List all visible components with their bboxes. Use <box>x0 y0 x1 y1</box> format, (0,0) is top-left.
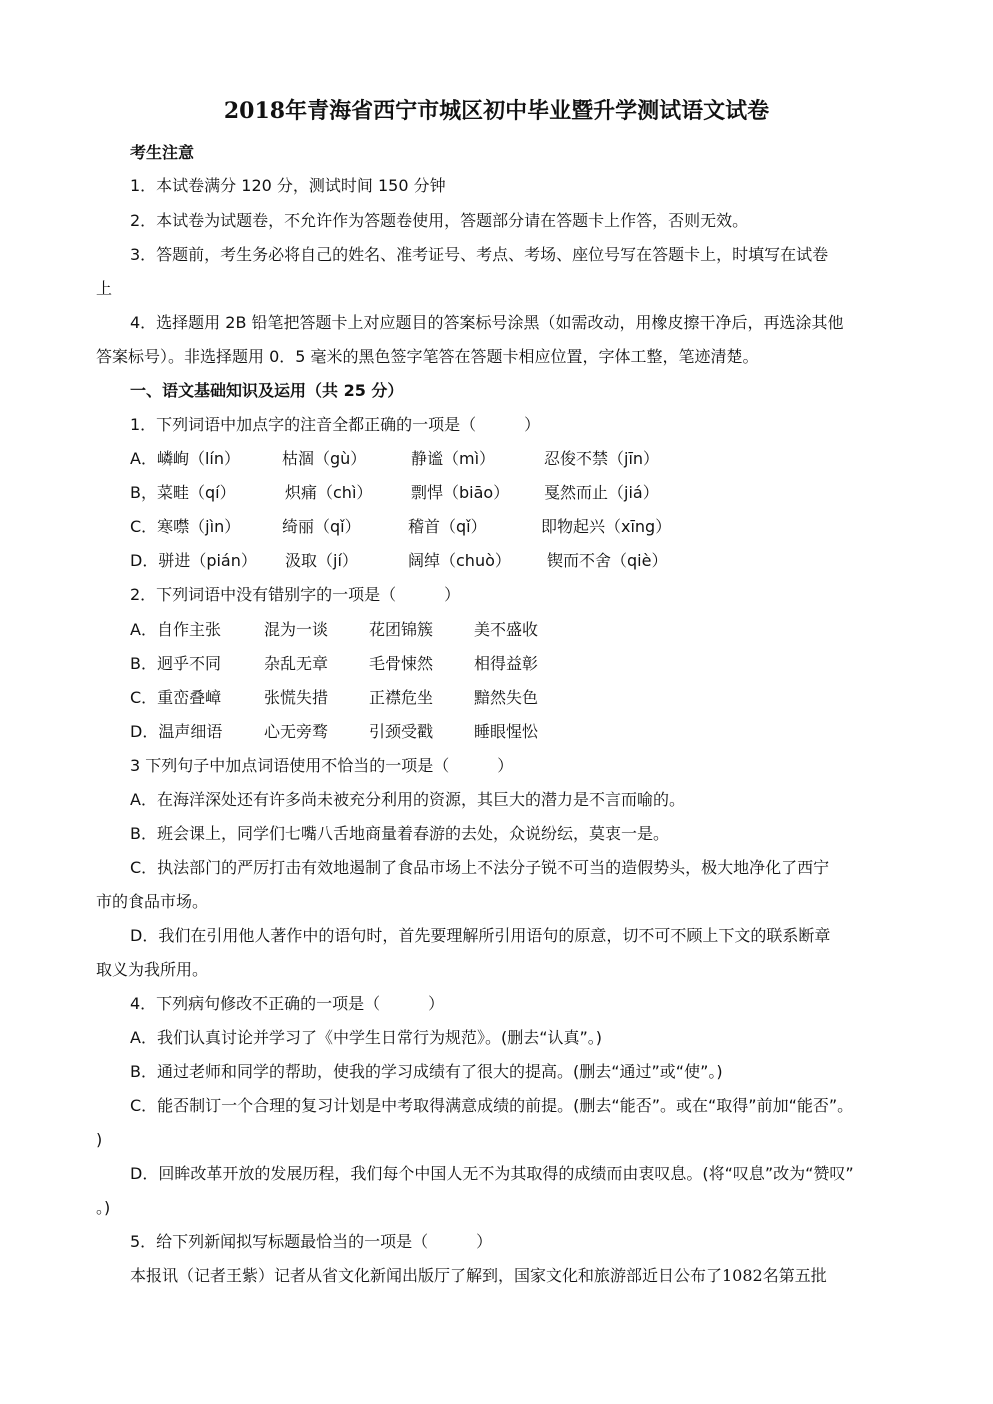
option-text: 花团锦簇 <box>369 620 434 639</box>
option-text: 杂乱无章 <box>264 654 329 673</box>
option-text: A．嶙峋（lín） <box>130 449 240 468</box>
option-text: 黯然失色 <box>474 688 539 707</box>
option-text: B，菜畦（qí） <box>130 483 236 502</box>
option-text: 汲取（jí） <box>285 551 358 570</box>
notice-item-continued: 上 <box>96 279 113 298</box>
notice-item-continued: 答案标号）。非选择题用 0．5 毫米的黑色签字笔答在答题卡相应位置，字体工整，笔迹清楚。 <box>96 347 759 366</box>
option-text: 即物起兴（xīng） <box>541 517 672 536</box>
question-2-option-c <box>0 686 993 710</box>
question-4-option-c: C．能否制订一个合理的复习计划是中考取得满意成绩的前提。(删去“能否”。或在“取得”前加“能否”。 <box>130 1096 854 1115</box>
question-1-option-c <box>0 515 993 539</box>
question-3-stem: 3 下列句子中加点词语使用不恰当的一项是（ ） <box>130 756 514 775</box>
question-2-option-b <box>0 652 993 676</box>
question-2-option-d <box>0 720 993 744</box>
option-text: 炽痛（chì） <box>285 483 373 502</box>
option-text: D．温声细语 <box>130 722 223 741</box>
notice-item: 1．本试卷满分 120 分，测试时间 150 分钟 <box>130 176 446 195</box>
option-text: 睡眼惺忪 <box>474 722 539 741</box>
option-text: 剽悍（biāo） <box>411 483 510 502</box>
option-text: D．骈进（pián） <box>130 551 257 570</box>
option-text: 相得益彰 <box>474 654 539 673</box>
question-1-option-a <box>0 447 993 471</box>
option-text: C．重峦叠嶂 <box>130 688 222 707</box>
option-text: 张慌失措 <box>264 688 329 707</box>
question-3-option-d-continued: 取义为我所用。 <box>96 960 209 979</box>
exam-title: 2018年青海省西宁市城区初中毕业暨升学测试语文试卷 <box>223 98 770 124</box>
question-1-stem: 1．下列词语中加点字的注音全都正确的一项是（ ） <box>130 415 541 434</box>
option-text: 引颈受戳 <box>369 722 434 741</box>
option-text: 心无旁骛 <box>264 722 329 741</box>
question-3-option-c-continued: 市的食品市场。 <box>96 892 209 911</box>
question-3-option-a: A．在海洋深处还有许多尚未被充分利用的资源，其巨大的潜力是不言而喻的。 <box>130 790 685 809</box>
question-4-option-a: A．我们认真讨论并学习了《中学生日常行为规范》。(删去“认真”。) <box>130 1028 603 1047</box>
notice-item: 3．答题前，考生务必将自己的姓名、准考证号、考点、考场、座位号写在答题卡上，时填写在试卷 <box>130 245 829 264</box>
option-text: 绮丽（qǐ） <box>282 517 361 536</box>
option-text: 锲而不舍（qiè） <box>547 551 668 570</box>
question-5-stem: 5．给下列新闻拟写标题最恰当的一项是（ ） <box>130 1232 493 1251</box>
question-1-option-b <box>0 481 993 505</box>
question-2-stem: 2．下列词语中没有错别字的一项是（ ） <box>130 585 461 604</box>
notice-heading: 考生注意 <box>130 143 195 162</box>
question-4-option-d-continued: 。) <box>96 1198 111 1217</box>
news-passage: 本报讯（记者王紫）记者从省文化新闻出版厅了解到，国家文化和旅游部近日公布了1082名第五批 <box>130 1266 827 1285</box>
question-1-option-d <box>0 549 993 573</box>
question-4-option-b: B．通过老师和同学的帮助，使我的学习成绩有了很大的提高。(删去“通过”或“使”。) <box>130 1062 723 1081</box>
option-text: 静谧（mì） <box>411 449 496 468</box>
option-text: 美不盛收 <box>474 620 539 639</box>
question-2-option-a <box>0 618 993 642</box>
option-text: C．寒噤（jìn） <box>130 517 241 536</box>
option-text: 毛骨悚然 <box>369 654 434 673</box>
question-4-option-d: D．回眸改革开放的发展历程，我们每个中国人无不为其取得的成绩而由衷叹息。(将“叹息”改为“赞叹” <box>130 1164 854 1183</box>
option-text: 阔绰（chuò） <box>408 551 511 570</box>
option-text: 枯涸（gù） <box>282 449 367 468</box>
option-text: 忍俊不禁（jīn） <box>544 449 660 468</box>
question-3-option-b: B．班会课上，同学们七嘴八舌地商量着春游的去处，众说纷纭，莫衷一是。 <box>130 824 669 843</box>
question-4-option-c-continued: ) <box>96 1130 103 1149</box>
option-text: 戛然而止（jiá） <box>544 483 659 502</box>
option-text: 混为一谈 <box>264 620 329 639</box>
option-text: 正襟危坐 <box>369 688 434 707</box>
question-3-option-c: C．执法部门的严厉打击有效地遏制了食品市场上不法分子锐不可当的造假势头，极大地净化了西宁 <box>130 858 830 877</box>
question-4-stem: 4．下列病句修改不正确的一项是（ ） <box>130 994 445 1013</box>
question-3-option-d: D．我们在引用他人著作中的语句时，首先要理解所引用语句的原意，切不可不顾上下文的联系断章 <box>130 926 831 945</box>
option-text: 稽首（qǐ） <box>408 517 487 536</box>
option-text: B．迥乎不同 <box>130 654 221 673</box>
notice-item: 2．本试卷为试题卷，不允许作为答题卷使用，答题部分请在答题卡上作答，否则无效。 <box>130 211 749 230</box>
section-heading: 一、语文基础知识及运用（共 25 分） <box>130 381 404 400</box>
notice-item: 4．选择题用 2B 铅笔把答题卡上对应题目的答案标号涂黑（如需改动，用橡皮擦干净后，再选涂其他 <box>130 313 844 332</box>
option-text: A．自作主张 <box>130 620 221 639</box>
